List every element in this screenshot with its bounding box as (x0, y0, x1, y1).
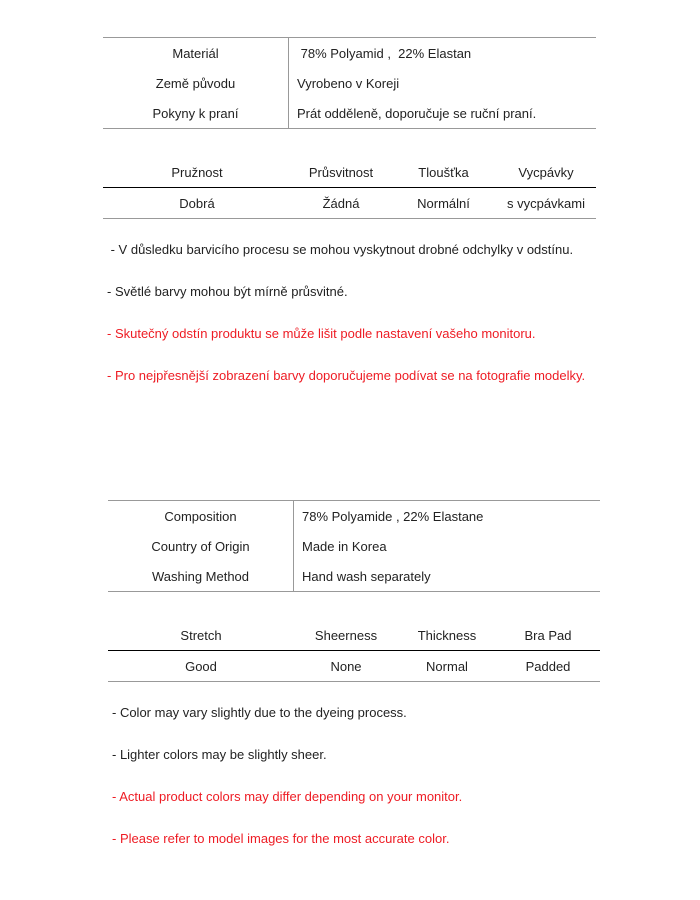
warning-note: - Please refer to model images for the most accurate color. (112, 831, 450, 846)
note: - Světlé barvy mohou být mírně průsvitné. (107, 284, 348, 299)
spec-value: Normální (417, 195, 470, 211)
spec-value: Žádná (322, 195, 360, 211)
spec-value: None (330, 658, 362, 674)
info-value: 78% Polyamid , 22% Elastan (297, 45, 472, 61)
info-label: Materiál (103, 38, 289, 68)
spec-header: Tloušťka (418, 164, 469, 180)
info-value: Prát odděleně, doporučuje se ruční praní. (297, 105, 537, 121)
warning-note: - Skutečný odstín produktu se může lišit podle nastavení vašeho monitoru. (107, 326, 536, 341)
english-spec-table (108, 620, 600, 682)
czech-spec-table (103, 157, 596, 219)
info-value: Vyrobeno v Koreji (297, 75, 400, 91)
info-row-washing (108, 561, 600, 591)
info-row-material (103, 38, 596, 68)
note: - Lighter colors may be slightly sheer. (112, 747, 327, 762)
info-row-origin (108, 531, 600, 561)
spec-value-row (108, 651, 600, 682)
info-label: Pokyny k praní (103, 98, 289, 128)
warning-note: - Pro nejpřesnější zobrazení barvy doporučujeme podívat se na fotografie modelky. (107, 368, 586, 383)
spec-header: Thickness (417, 627, 477, 643)
note: - V důsledku barvicího procesu se mohou vyskytnout drobné odchylky v odstínu. (107, 242, 574, 257)
info-label: Composition (108, 501, 294, 531)
czech-info-table (103, 37, 596, 129)
spec-value: Padded (525, 658, 571, 674)
spec-header-row (108, 620, 600, 651)
info-label: Země původu (103, 68, 289, 98)
info-value: Hand wash separately (302, 568, 431, 584)
spec-header: Stretch (180, 627, 222, 643)
info-row-origin (103, 68, 596, 98)
info-row-washing (103, 98, 596, 128)
note: - Color may vary slightly due to the dyeing process. (112, 705, 407, 720)
spec-header: Vycpávky (518, 164, 574, 180)
spec-header: Průsvitnost (308, 164, 374, 180)
spec-value: Dobrá (179, 195, 215, 211)
info-row-composition (108, 501, 600, 531)
spec-header: Bra Pad (524, 627, 572, 643)
spec-value: s vycpávkami (506, 195, 586, 211)
english-info-table (108, 500, 600, 592)
spec-header-row (103, 157, 596, 188)
info-label: Country of Origin (108, 531, 294, 561)
spec-value: Good (185, 658, 217, 674)
spec-header: Sheerness (314, 627, 378, 643)
info-value: Made in Korea (302, 538, 387, 554)
spec-value: Normal (426, 658, 468, 674)
info-value: 78% Polyamide , 22% Elastane (302, 508, 484, 524)
spec-value-row (103, 188, 596, 219)
info-label: Washing Method (108, 561, 294, 591)
spec-header: Pružnost (171, 164, 223, 180)
warning-note: - Actual product colors may differ depending on your monitor. (112, 789, 463, 804)
